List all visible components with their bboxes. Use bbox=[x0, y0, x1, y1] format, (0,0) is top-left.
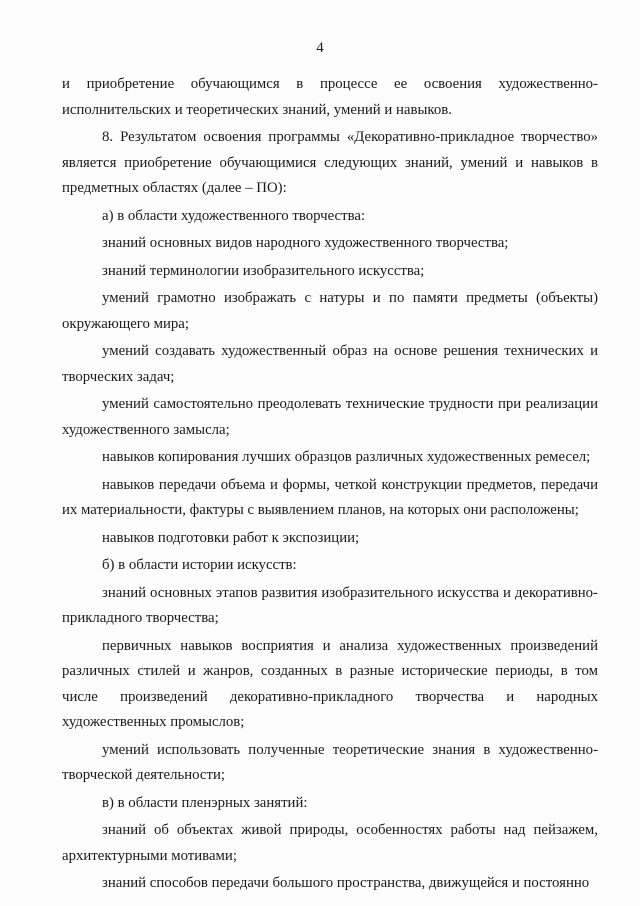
paragraph: умений создавать художественный образ на основе решения технических и творческих задач; bbox=[62, 343, 598, 385]
paragraph: а) в области художественного творчества: bbox=[102, 207, 366, 224]
paragraph: умений грамотно изображать с натуры и по памяти предметы (объекты) окружающего мира; bbox=[62, 290, 598, 332]
paragraph: знаний об объектах живой природы, особенностях работы над пейзажем, архитектурными мотивами; bbox=[62, 822, 598, 864]
page-number: 4 bbox=[316, 40, 324, 56]
body-text bbox=[62, 72, 598, 897]
paragraph: знаний терминологии изобразительного искусства; bbox=[102, 262, 425, 279]
paragraph: 8. Результатом освоения программы «Декоративно-прикладное творчество» является приобретение обучающимися следующих знаний, умений и навыков в предметных областях (далее – ПО): bbox=[62, 129, 598, 196]
paragraph: навыков подготовки работ к экспозиции; bbox=[102, 529, 360, 546]
paragraph: умений использовать полученные теоретические знания в художественно-творческой деятельности; bbox=[62, 741, 598, 783]
paragraph: знаний основных видов народного художественного творчества; bbox=[102, 235, 509, 251]
paragraph: в) в области пленэрных занятий: bbox=[102, 794, 308, 811]
paragraph: умений самостоятельно преодолевать технические трудности при реализации художественного замысла; bbox=[62, 396, 598, 438]
paragraph: и приобретение обучающимся в процессе ее освоения художественно-исполнительских и теоретических знаний, умений и навыков. bbox=[62, 76, 598, 118]
paragraph: первичных навыков восприятия и анализа художественных произведений различных стилей и жанров, созданных в разные исторические периоды, в том числе произведений декоративно-прикладного творчества и народных художественных промыслов; bbox=[62, 637, 598, 730]
paragraph: знаний основных этапов развития изобразительного искусства и декоративно-прикладного творчества; bbox=[62, 584, 598, 626]
paragraph: навыков передачи объема и формы, четкой конструкции предметов, передачи их материальности, фактуры с выявлением планов, на которых они расположены; bbox=[62, 476, 598, 518]
paragraph: б) в области истории искусств: bbox=[102, 557, 297, 573]
paragraph: навыков копирования лучших образцов различных художественных ремесел; bbox=[102, 449, 591, 465]
paragraph: знаний способов передачи большого пространства, движущейся и постоянно bbox=[102, 875, 590, 891]
